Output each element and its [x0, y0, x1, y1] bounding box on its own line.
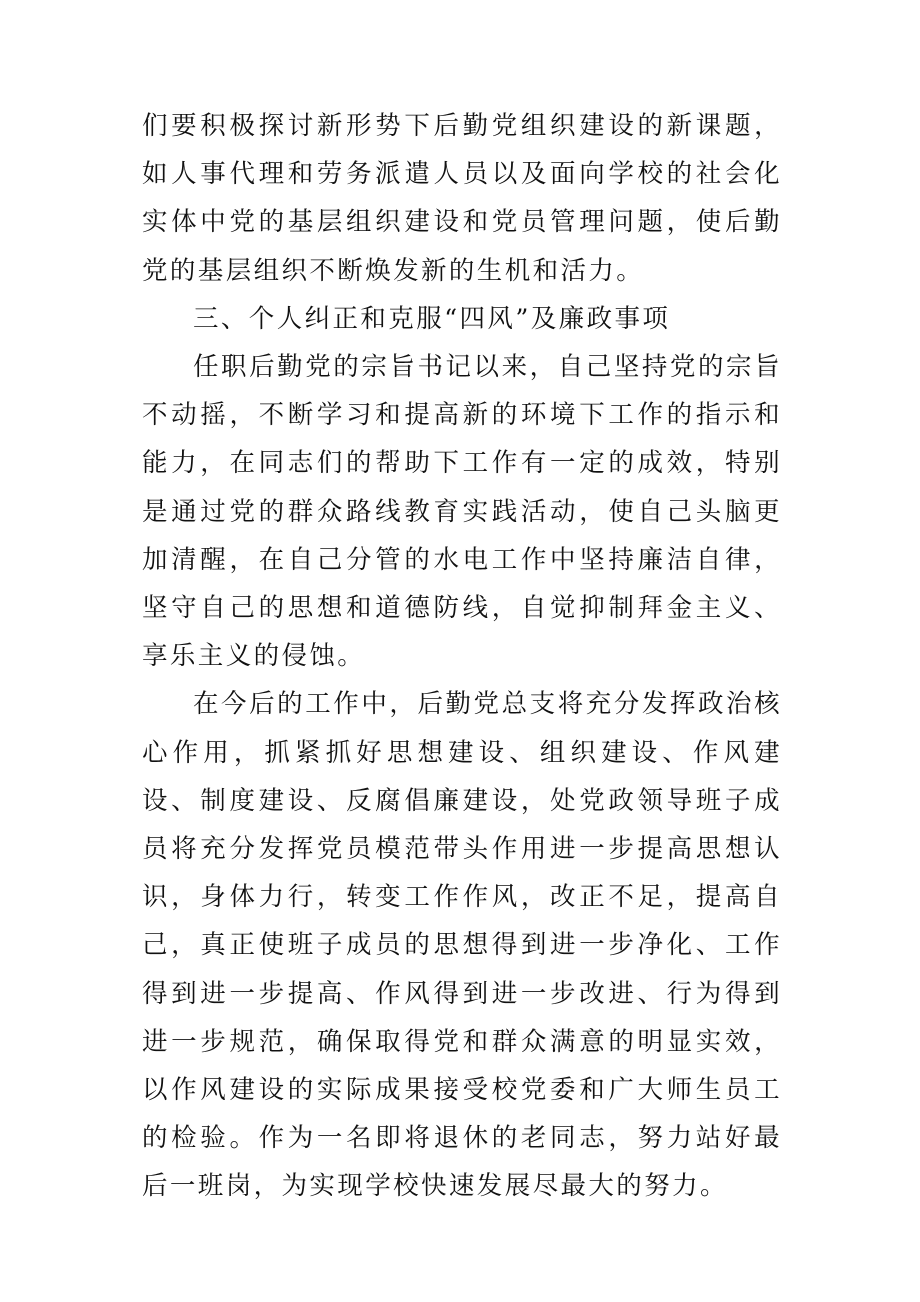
paragraph-continuation: 们要积极探讨新形势下后勤党组织建设的新课题，如人事代理和劳务派遣人员以及面向学校的社会化实体中党的基层组织建设和党员管理问题，使后勤党的基层组织不断焕发新的生机和活力。 — [142, 111, 782, 286]
section-heading: 三、个人纠正和克服“四风”及廉政事项 — [193, 303, 671, 334]
paragraph-self-review: 任职后勤党的宗旨书记以来，自己坚持党的宗旨不动摇，不断学习和提高新的环境下工作的指示和能力，在同志们的帮助下工作有一定的成效，特别是通过党的群众路线教育实践活动，使自己头脑更加清醒，在自己分管的水电工作中坚持廉洁自律，坚守自己的思想和道德防线，自觉抑制拜金主义、享乐主义的侵蚀。 — [142, 352, 782, 672]
document-body — [142, 102, 782, 1211]
paragraph-future-work: 在今后的工作中，后勤党总支将充分发挥政治核心作用，抓紧抓好思想建设、组织建设、作风建设、制度建设、反腐倡廉建设，处党政领导班子成员将充分发挥党员模范带头作用进一步提高思想认识，身体力行，转变工作作风，改正不足，提高自己，真正使班子成员的思想得到进一步净化、工作得到进一步提高、作风得到进一步改进、行为得到进一步规范，确保取得党和群众满意的明显实效，以作风建设的实际成果接受校党委和广大师生员工的检验。作为一名即将退休的老同志，努力站好最后一班岗，为实现学校快速发展尽最大的努力。 — [142, 689, 782, 1202]
